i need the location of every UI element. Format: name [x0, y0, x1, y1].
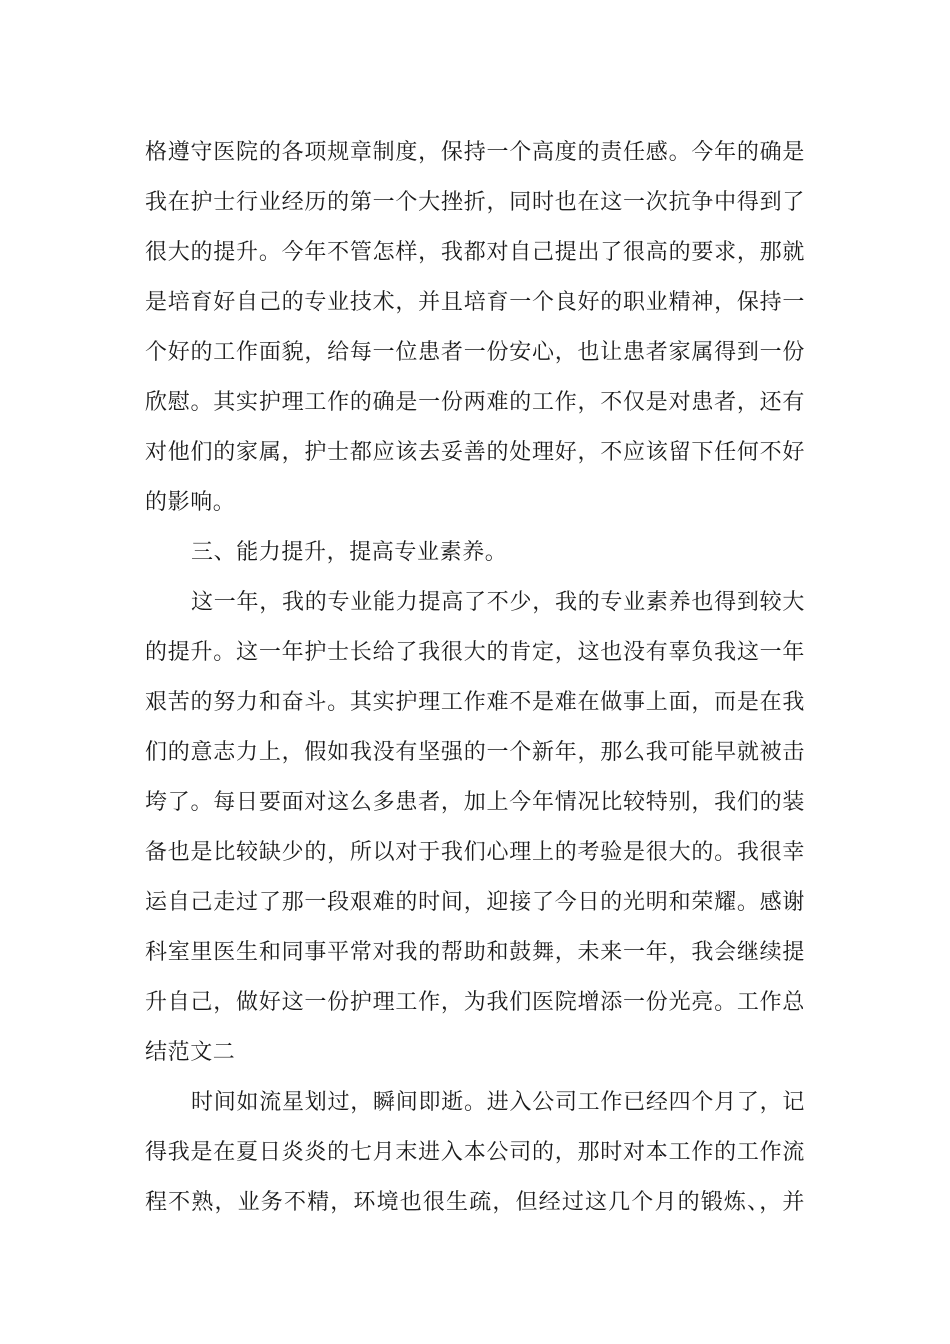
paragraph-line: 的提升。这一年护士长给了我很大的肯定，这也没有辜负我这一年	[145, 640, 805, 665]
paragraph-line: 得我是在夏日炎炎的七月末进入本公司的，那时对本工作的工作流	[145, 1140, 805, 1165]
paragraph-line: 很大的提升。今年不管怎样，我都对自己提出了很高的要求，那就	[145, 240, 805, 265]
paragraph-line: 们的意志力上，假如我没有坚强的一个新年，那么我可能早就被击	[145, 740, 805, 765]
paragraph-line: 结范文二	[145, 1040, 236, 1065]
paragraph-line: 欣慰。其实护理工作的确是一份两难的工作，不仅是对患者，还有	[145, 390, 805, 415]
paragraph-line: 格遵守医院的各项规章制度，保持一个高度的责任感。今年的确是	[145, 140, 805, 165]
paragraph-line: 艰苦的努力和奋斗。其实护理工作难不是难在做事上面，而是在我	[145, 690, 805, 715]
paragraph-line: 这一年，我的专业能力提高了不少，我的专业素养也得到较大	[191, 590, 805, 615]
paragraph-line: 升自己，做好这一份护理工作，为我们医院增添一份光亮。工作总	[145, 990, 805, 1015]
paragraph-line: 垮了。每日要面对这么多患者，加上今年情况比较特别，我们的装	[145, 790, 805, 815]
paragraph-line: 运自己走过了那一段艰难的时间，迎接了今日的光明和荣耀。感谢	[145, 890, 805, 915]
paragraph-line: 我在护士行业经历的第一个大挫折，同时也在这一次抗争中得到了	[145, 190, 805, 215]
paragraph-line: 时间如流星划过，瞬间即逝。进入公司工作已经四个月了，记	[191, 1090, 805, 1115]
paragraph-line: 备也是比较缺少的，所以对于我们心理上的考验是很大的。我很幸	[145, 840, 805, 865]
paragraph-line: 是培育好自己的专业技术，并且培育一个良好的职业精神，保持一	[145, 290, 805, 315]
section-heading: 三、能力提升，提高专业素养。	[191, 540, 508, 565]
paragraph-line: 对他们的家属，护士都应该去妥善的处理好，不应该留下任何不好	[145, 440, 805, 465]
paragraph-line: 个好的工作面貌，给每一位患者一份安心，也让患者家属得到一份	[145, 340, 805, 365]
paragraph-line: 的影响。	[145, 490, 236, 515]
paragraph-line: 科室里医生和同事平常对我的帮助和鼓舞，未来一年，我会继续提	[145, 940, 805, 965]
paragraph-line: 程不熟，业务不精，环境也很生疏，但经过这几个月的锻炼、，并	[145, 1190, 805, 1215]
